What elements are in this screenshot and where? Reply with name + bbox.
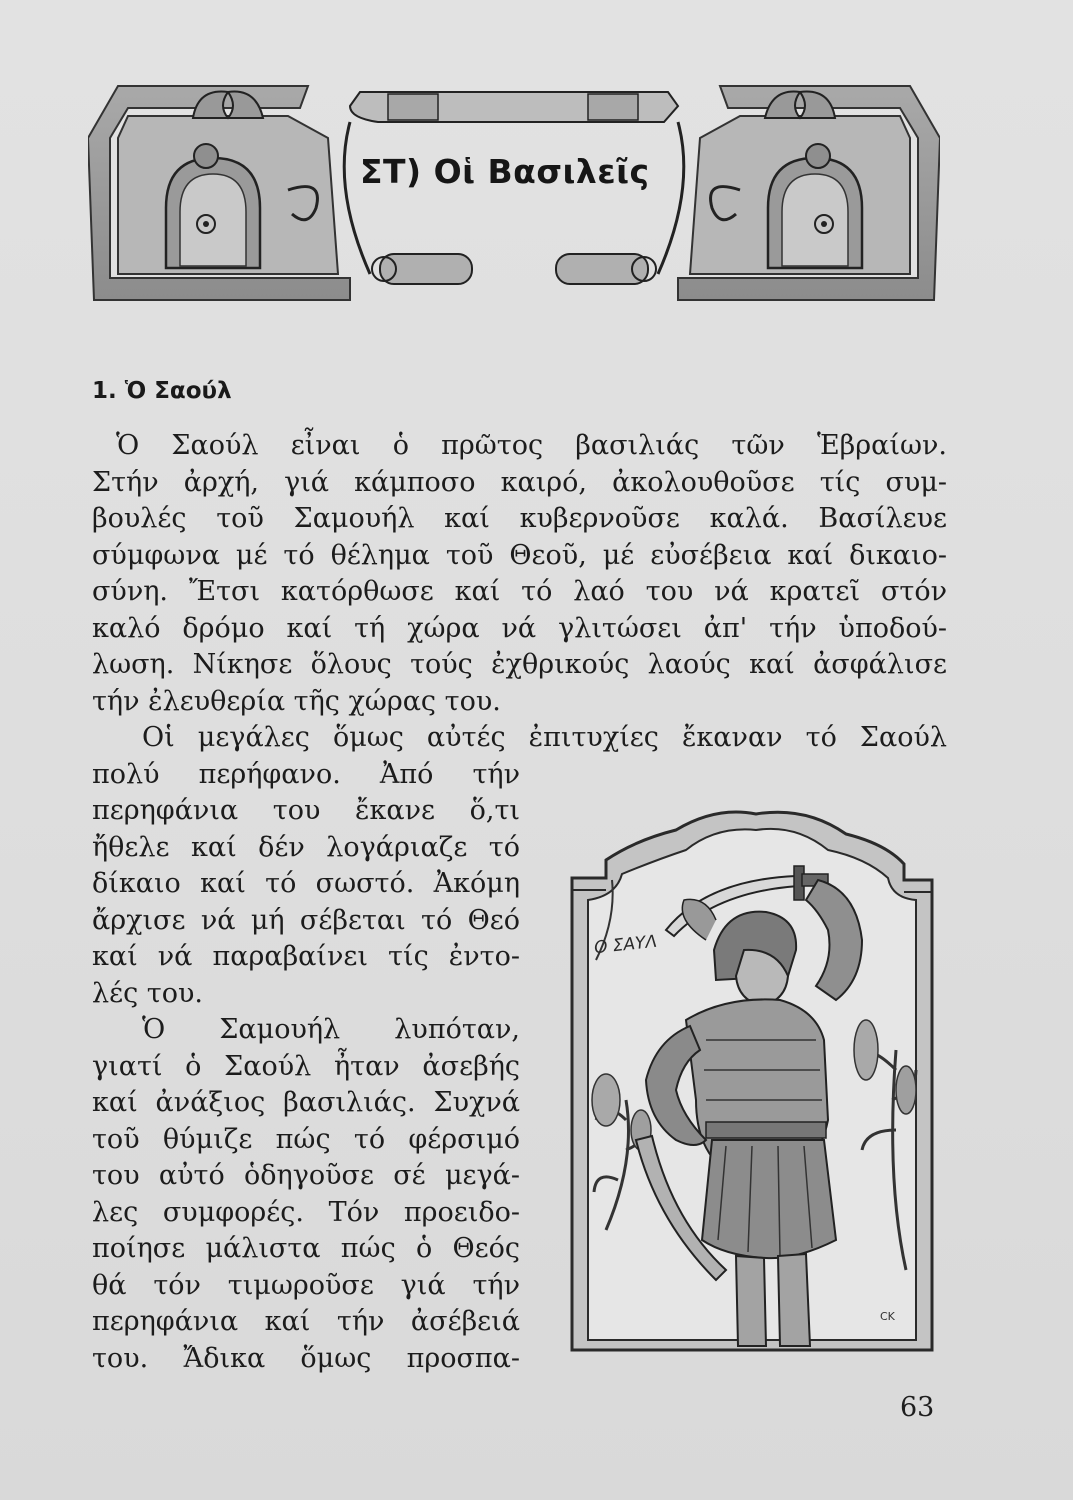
text-line: ἤθελε καί δέν λογάριαζε τό	[92, 831, 520, 863]
text-line: καλό δρόμο καί τή χώρα νά γλιτώσει ἀπ' τήν ὑποδού-	[92, 612, 947, 644]
ornament-frame-icon	[88, 78, 940, 310]
text-line: δίκαιο καί τό σωστό. Ἀκόμη	[92, 868, 520, 899]
saul-warrior-icon	[566, 800, 938, 1356]
saul-illustration	[566, 800, 938, 1356]
text-line: λωση. Νίκησε ὅλους τούς ἐχθρικούς λαούς καί ἀσφάλισε	[92, 649, 947, 680]
text-line: ἄρχισε νά μή σέβεται τό Θεό	[92, 904, 520, 936]
text-line: ποίησε μάλιστα πώς ὁ Θεός	[92, 1233, 520, 1264]
text-line: λές του.	[92, 977, 203, 1009]
paragraph-2-opening	[142, 720, 947, 757]
text-line: περηφάνια καί τήν ἀσέβειά	[92, 1306, 520, 1337]
text-line: τήν ἐλευθερία τῆς χώρας του.	[92, 685, 501, 717]
text-line: γιατί ὁ Σαούλ ἦταν ἀσεβής	[92, 1050, 520, 1082]
text-line: καί ἀνάξιος βασιλιάς. Συχνά	[92, 1087, 520, 1118]
text-line: του αὐτό ὁδηγοῦσε σέ μεγά-	[92, 1160, 520, 1191]
paragraph-1	[92, 428, 947, 720]
paragraph-2	[92, 757, 520, 1013]
text-line: θά τόν τιμωροῦσε γιά τήν	[92, 1269, 520, 1301]
page-number: 63	[900, 1392, 935, 1423]
text-line: Στήν ἀρχή, γιά κάμποσο καιρό, ἀκολουθοῦσε τίς συμ-	[92, 466, 947, 498]
text-line: τοῦ θύμιζε πώς τό φέρσιμό	[92, 1123, 520, 1155]
text-line: λες συμφορές. Τόν προειδο-	[92, 1196, 520, 1228]
text-line: πολύ περήφανο. Ἀπό τήν	[92, 758, 520, 790]
text-line: καί νά παραβαίνει τίς ἐντο-	[92, 941, 520, 972]
section-heading: 1. Ὁ Σαούλ	[92, 378, 232, 404]
chapter-title: ΣΤ) Οἱ Βασιλεῖς	[360, 152, 650, 191]
text-line: Ὁ Σαούλ εἶναι ὁ πρῶτος βασιλιάς τῶν Ἑβραίων.	[116, 430, 947, 461]
paragraph-3	[92, 1012, 520, 1377]
text-line: βουλές τοῦ Σαμουήλ καί κυβερνοῦσε καλά. Βασίλευε	[92, 503, 947, 534]
text-line: σύμφωνα μέ τό θέλημα τοῦ Θεοῦ, μέ εὐσέβεια καί δικαιο-	[92, 539, 947, 571]
illustration-caption: Ο ΣΑΥΛ	[593, 931, 659, 959]
text-line: σύνη. Ἔτσι κατόρθωσε καί τό λαό του νά κρατεῖ στόν	[92, 576, 947, 607]
text-line: περηφάνια του ἔκανε ὅ,τι	[92, 795, 520, 826]
text-line: του. Ἄδικα ὅμως προσπα-	[92, 1342, 520, 1374]
chapter-banner	[88, 78, 940, 310]
text-line: Οἱ μεγάλες ὅμως αὐτές ἐπιτυχίες ἔκαναν τό Σαούλ	[142, 722, 947, 753]
svg-text:CK: CK	[880, 1310, 895, 1323]
text-line: Ὁ Σαμουήλ λυπόταν,	[142, 1014, 520, 1045]
